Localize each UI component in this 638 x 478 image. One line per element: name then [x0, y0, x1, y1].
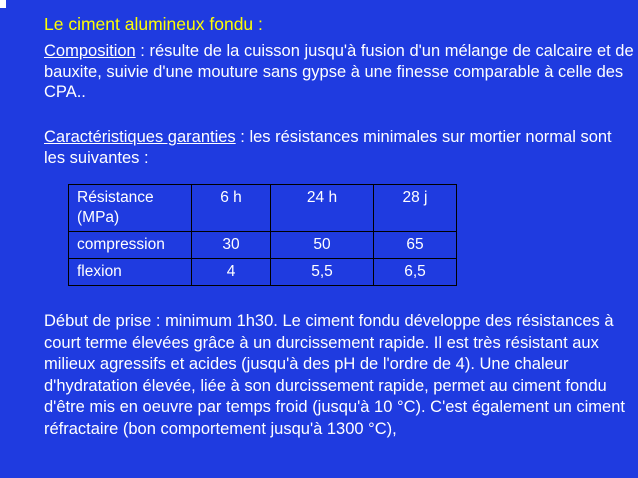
caracteristiques-label: Caractéristiques garanties — [44, 128, 236, 146]
table-cell: compression — [69, 232, 192, 259]
composition-paragraph — [44, 41, 634, 103]
table-header-cell: 28 j — [374, 185, 457, 232]
table-header-cell: 24 h — [271, 185, 374, 232]
table-cell: 6,5 — [374, 259, 457, 286]
table-cell: 50 — [271, 232, 374, 259]
slide-heading: Le ciment alumineux fondu : — [44, 14, 263, 34]
composition-label: Composition — [44, 42, 136, 60]
table-header-row — [69, 185, 457, 232]
table-header-cell: Résistance (MPa) — [69, 185, 192, 232]
table-cell: 5,5 — [271, 259, 374, 286]
caracteristiques-paragraph — [44, 127, 634, 168]
resistance-table — [68, 184, 457, 286]
table-row — [69, 259, 457, 286]
slide-corner-marker — [0, 0, 6, 8]
composition-text: : résulte de la cuisson jusqu'à fusion d'un mélange de calcaire et de bauxite, suivie d'une mouture sans gypse à une finesse comparable à celle des CPA.. — [44, 42, 634, 101]
table-cell: 4 — [192, 259, 271, 286]
table-row — [69, 232, 457, 259]
table-cell: flexion — [69, 259, 192, 286]
body-paragraph: Début de prise : minimum 1h30. Le ciment fondu développe des résistances à court terme élevées grâce à un durcissement rapide. Il est très résistant aux milieux agressifs et acides (jusqu'à des pH de l'ordre de 4). Une chaleur d'hydratation élevée, liée à son durcissement rapide, permet au ciment fondu d'être mis en oeuvre par temps froid (jusqu'à 10 °C). C'est également un ciment réfractaire (bon comportement jusqu'à 1300 °C), — [44, 312, 625, 438]
caracteristiques-text: : les résistances minimales sur mortier normal sont les suivantes : — [44, 128, 612, 167]
table-cell: 30 — [192, 232, 271, 259]
table-header-cell: 6 h — [192, 185, 271, 232]
table-cell: 65 — [374, 232, 457, 259]
